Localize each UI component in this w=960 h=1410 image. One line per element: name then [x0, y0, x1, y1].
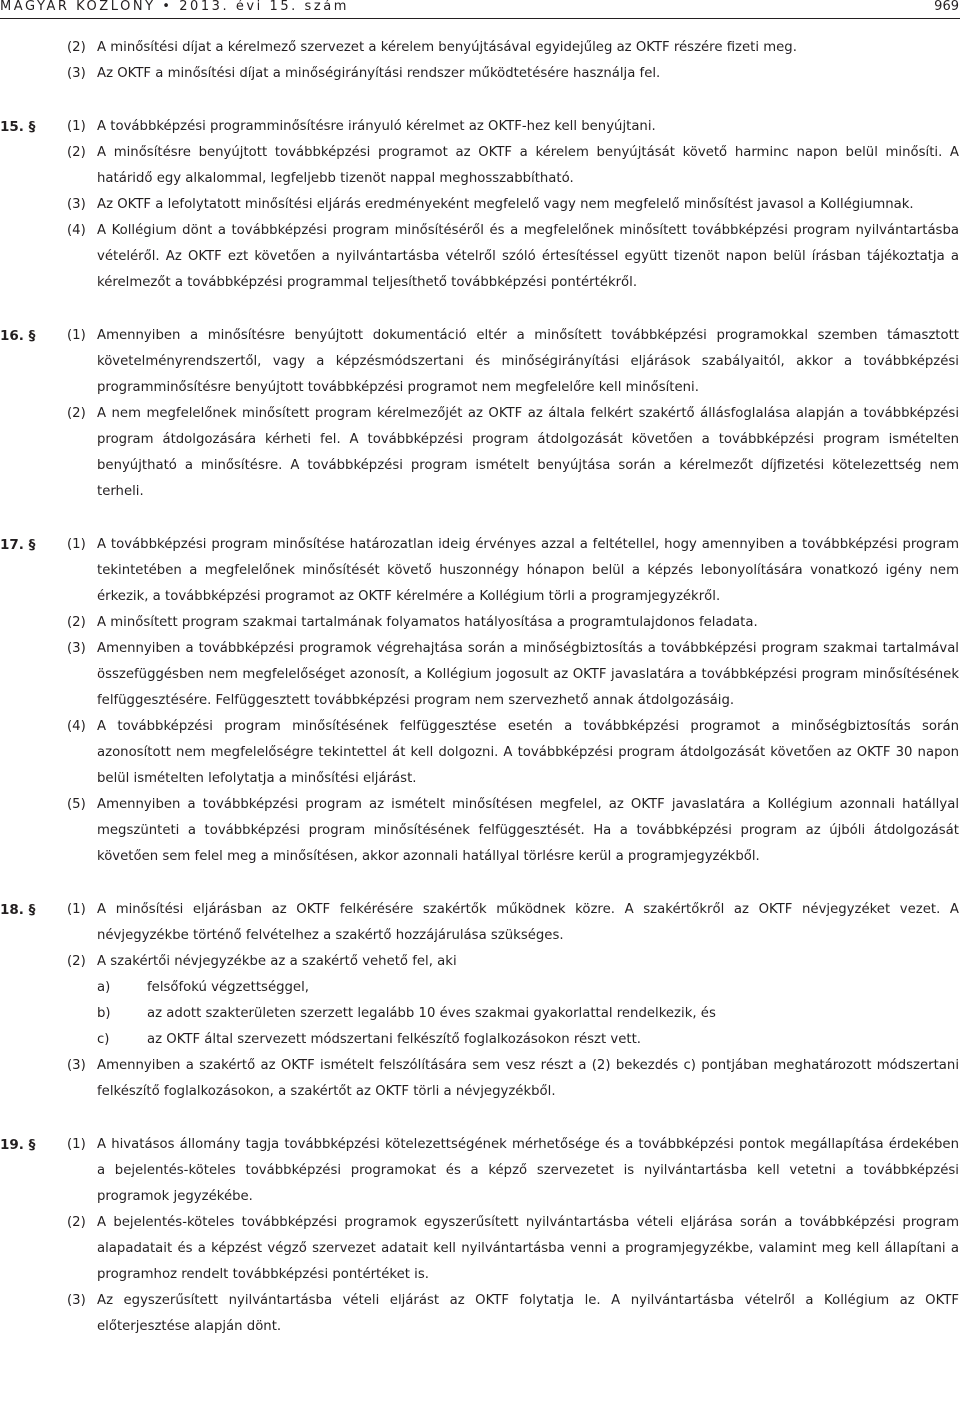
section-number: 17. § — [0, 537, 36, 553]
paragraph-number: (3) — [67, 66, 86, 81]
paragraph — [0, 1288, 960, 1340]
paragraph — [0, 610, 960, 636]
paragraph-number: (4) — [67, 223, 86, 238]
paragraph-number: (2) — [67, 145, 86, 160]
paragraph-text: A minősített program szakmai tartalmának folyamatos hatályosítása a programtulajdonos feladata. — [97, 615, 758, 630]
paragraph-number: (2) — [67, 615, 86, 630]
paragraph-text: Az egyszerűsített nyilvántartásba vételi eljárást az OKTF folytatja le. A nyilvántartásba vételről a Kollégium az OKTF előterjesztése alapján dönt. — [97, 1293, 959, 1334]
paragraph-text: Az OKTF a lefolytatott minősítési eljárás eredményeként megfelelő vagy nem megfelelő minősítést javasol a Kollégiumnak. — [97, 197, 914, 212]
paragraph-text: A továbbképzési program minősítése határozatlan ideig érvényes azzal a feltétellel, hogy amennyiben a továbbképzési program tekintetében a megfelelőnek minősítését követő huszonnégy hónapon belül a képzés lebonyolítására vonatkozó igény nem érkezik, a továbbképzési programot az OKTF kérelmére a Kollégium törli a programjegyzékről. — [97, 537, 959, 604]
paragraph — [0, 714, 960, 792]
list-item-text: felsőfokú végzettséggel, — [147, 980, 309, 995]
paragraph-text: A minősítési eljárásban az OKTF felkérésére szakértők működnek közre. A szakértőkről az OKTF névjegyzéket vezet. A névjegyzékbe történő felvételhez a szakértő hozzájárulása szükséges. — [97, 902, 959, 943]
paragraph-text: A hivatásos állomány tagja továbbképzési kötelezettségének mérhetősége és a továbbképzési pontok megállapítása érdekében a bejelentés-köteles továbbképzési programokat és a képző szervezetet is nyilvántartásba kell vetetni a továbbképzési programok jegyzékébe. — [97, 1137, 959, 1204]
section-number: 18. § — [0, 902, 36, 918]
paragraph-number: (3) — [67, 641, 86, 656]
paragraph — [0, 401, 960, 505]
intro-paragraph — [0, 61, 960, 87]
page-header — [0, 0, 960, 19]
section-16 — [0, 323, 960, 401]
list-item — [97, 1001, 960, 1027]
header-rule — [0, 18, 960, 19]
list-item-key: c) — [97, 1032, 110, 1047]
paragraph — [0, 792, 960, 870]
paragraph-number: (1) — [67, 1137, 86, 1152]
section-17 — [0, 532, 960, 610]
paragraph-number: (1) — [67, 328, 86, 343]
paragraph — [0, 192, 960, 218]
paragraph — [0, 1053, 960, 1105]
document-body — [0, 35, 960, 1340]
section-number: 16. § — [0, 328, 36, 344]
intro-paragraph — [0, 35, 960, 61]
section-18 — [0, 897, 960, 949]
paragraph — [0, 218, 960, 296]
paragraph-text: A minősítésre benyújtott továbbképzési programot az OKTF a kérelem benyújtását követő harminc napon belül minősíti. A határidő egy alkalommal, legfeljebb tizenöt nappal meghosszabbítható. — [97, 145, 959, 186]
paragraph-number: (3) — [67, 197, 86, 212]
section-19 — [0, 1132, 960, 1210]
paragraph-text: A szakértői névjegyzékbe az a szakértő vehető fel, aki — [97, 954, 457, 969]
section-number: 19. § — [0, 1137, 36, 1153]
section-number: 15. § — [0, 119, 36, 135]
list-item — [97, 975, 960, 1001]
paragraph-number: (4) — [67, 719, 86, 734]
paragraph-text: A továbbképzési programminősítésre irányuló kérelmet az OKTF-hez kell benyújtani. — [97, 119, 656, 134]
paragraph-text: A Kollégium dönt a továbbképzési program minősítéséről és a megfelelőnek minősített továbbképzési program nyilvántartásba vételéről. Az OKTF ezt követően a nyilvántartásba vételről szóló értesítéssel együtt tizenöt napon belül írásban tájékoztatja a kérelmezőt a továbbképzési programmal teljesíthető továbbképzési pontértékről. — [97, 223, 959, 290]
journal-title: MAGYAR KÖZLÖNY • 2013. évi 15. szám — [0, 0, 349, 14]
paragraph-number: (1) — [67, 902, 86, 917]
list-item-text: az OKTF által szervezett módszertani felkészítő foglalkozásokon részt vett. — [147, 1032, 642, 1047]
paragraph-text: Amennyiben a minősítésre benyújtott dokumentáció eltér a minősített továbbképzési programokkal szemben támasztott követelményrendszertől, vagy a képzésmódszertani és minőségirányítási eljárások szabályaitól, akkor a továbbképzési programminősítésre benyújtott továbbképzési programot nem megfelelőre kell minősíteni. — [97, 328, 959, 395]
paragraph-text: Amennyiben a szakértő az OKTF ismételt felszólítására sem vesz részt a (2) bekezdés c) pontjában meghatározott módszertani felkészítő foglalkozásokon, a szakértőt az OKTF törli a névjegyzékből. — [97, 1058, 959, 1099]
paragraph-number: (3) — [67, 1293, 86, 1308]
paragraph-number: (2) — [67, 1215, 86, 1230]
list-item-key: a) — [97, 980, 111, 995]
paragraph-text: A minősítési díjat a kérelmező szervezet a kérelem benyújtásával egyidejűleg az OKTF részére fizeti meg. — [97, 40, 797, 55]
page-number: 969 — [934, 0, 959, 14]
paragraph — [0, 636, 960, 714]
paragraph-number: (2) — [67, 954, 86, 969]
paragraph-number: (1) — [67, 537, 86, 552]
paragraph-text: Az OKTF a minősítési díjat a minőségirányítási rendszer működtetésére használja fel. — [97, 66, 661, 81]
paragraph-text: A továbbképzési program minősítésének felfüggesztése esetén a továbbképzési programot a minőségbiztosítás során azonosított nem megfelelőségre tekintettel át kell dolgozni. A továbbképzési program átdolgozását követően az OKTF 30 napon belül ismételten lefolytatja a minősítési eljárást. — [97, 719, 959, 786]
paragraph-text: Amennyiben a továbbképzési programok végrehajtása során a minőségbiztosítás a továbbképzési program szakmai tartalmával összefüggésben nem megfelelőséget azonosít, a Kollégium jogosult az OKTF javaslatára a továbbképzési program minősítésének felfüggesztésére. Felfüggesztett továbbképzési program nem szervezhető annak átdolgozásáig. — [97, 641, 959, 708]
paragraph-text: Amennyiben a továbbképzési program az ismételt minősítésen megfelel, az OKTF javaslatára a Kollégium azonnali hatállyal megszünteti a továbbképzési program minősítésének felfüggesztését. Ha a továbbképzési program az újbóli átdolgozását követően sem felel meg a minősítésen, akkor azonnali hatállyal törlésre kerül a programjegyzékből. — [97, 797, 959, 864]
paragraph-number: (2) — [67, 406, 86, 421]
list-item-text: az adott szakterületen szerzett legalább 10 éves szakmai gyakorlattal rendelkezik, és — [147, 1006, 716, 1021]
paragraph-number: (3) — [67, 1058, 86, 1073]
paragraph-text: A nem megfelelőnek minősített program kérelmezőjét az OKTF az általa felkért szakértő állásfoglalása alapján a továbbképzési program átdolgozására kérheti fel. A továbbképzési program átdolgozását követően a továbbképzési program ismételten benyújtható a minősítésre. A továbbképzési program ismételt benyújtása során a kérelmezőt díjfizetési kötelezettség nem terheli. — [97, 406, 959, 499]
paragraph-number: (5) — [67, 797, 86, 812]
paragraph — [0, 949, 960, 975]
paragraph-text: A bejelentés-köteles továbbképzési programok egyszerűsített nyilvántartásba vételi eljárása során a továbbképzési program alapadatait és a képzést végző szervezet adatait kell nyilvántartásba venni a programjegyzékbe, valamint meg kell állapítani a programhoz rendelt továbbképzési pontértéket is. — [97, 1215, 959, 1282]
paragraph — [0, 140, 960, 192]
list-item — [97, 1027, 960, 1053]
paragraph — [0, 1210, 960, 1288]
section-15 — [0, 114, 960, 140]
paragraph-number: (2) — [67, 40, 86, 55]
list-item-key: b) — [97, 1006, 111, 1021]
paragraph-number: (1) — [67, 119, 86, 134]
